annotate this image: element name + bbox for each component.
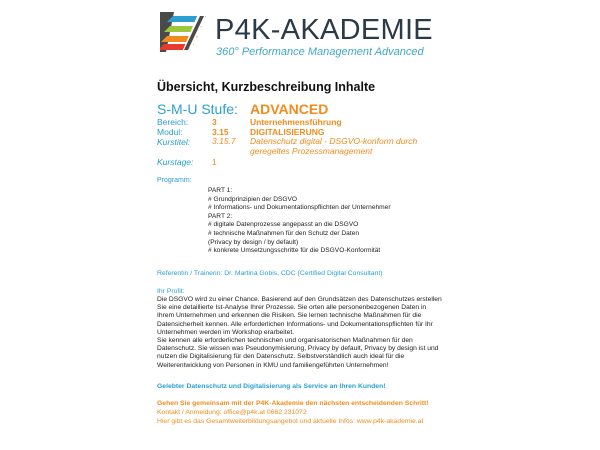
profit-text [157,296,443,370]
info-line[interactable]: Hier gibt es das Gesamtweiterbildungsangebot und aktuelle Infos: www.p4k-akademie.at [157,418,424,425]
profit-label: Ihr Profit: [157,288,185,295]
stufe-label: S-M-U Stufe: [157,101,238,117]
modul-number: 3.15 [212,127,229,137]
bereich-name: Unternehmensführung [250,117,342,127]
program-line: PART 1: [208,187,233,194]
bereich-number: 3 [212,117,217,127]
program-box [208,187,433,261]
kurstitel-label: Kurstitel: [157,137,191,147]
page-title: Übersicht, Kurzbeschreibung Inhalte [157,80,376,94]
brand-subtitle: 360° Performance Management Advanced [216,46,424,58]
contact-line[interactable]: Kontakt / Anmeldung: office@p4k.at 0662 231072 [157,409,307,416]
profit-paragraph: Sie kennen alle erforderlichen technischen und organisatorischen Maßnahmen für den Datenschutz. Sie wissen was Pseudonymisierung, Privacy by default, Privacy by design ist und nutzen die Digitalisierung für den Datenschutz. Selbstverständlich auch ideal für die Weiterentwicklung von Personen in KMU und familiengeführten Unternehmen! [157,337,439,369]
kurstage-value: 1 [212,157,217,167]
profit-paragraph: Die DSGVO wird zu einer Chance. Basierend auf den Grundsätzen des Datenschutzes erstellen Sie eine detaillierte Ist-Analyse Ihrer Prozesse. Sie orten alle personenbezogenen Daten in Ihrem Unternehmen und erkennen die Risiken. Sie lernen technische Maßnahmen für die Datensicherheit kennen. Alle erforderlichen Informations- und Dokumentationspflichten für Ihr Unternehmen werden im Workshop erarbeitet. [157,296,442,336]
kurstitel-name: Datenschutz digital - DSGVO-konform durch geregeltes Prozessmanagement [250,136,418,156]
kurstitel-number: 3.15.7 [212,136,236,146]
program-label: Programm: [157,177,192,184]
p4k-logo-icon [160,12,206,52]
cta-text: Gehen Sie gemeinsam mit der P4K-Akademie den nächsten entscheidenden Schritt! [157,400,429,407]
brand-title: P4K-AKADEMIE [215,14,433,46]
program-line: # digitale Datenprozesse angepasst an die DSGVO [208,221,359,229]
referent-line: Referentin / Trainerin: Dr. Martina Gobis, CDC (Certified Digital Consultant) [157,270,383,277]
program-line: # konkrete Umsetzungsschritte für die DSGVO-Konformität [208,247,381,255]
stufe-value: ADVANCED [250,101,329,117]
program-line: # technische Maßnahmen für den Schutz der Daten [208,229,360,237]
modul-label: Modul: [157,127,183,137]
bereich-label: Bereich: [157,117,189,127]
program-line: # Informations- und Dokumentationspflichten der Unternehmer [208,204,391,212]
program-line: # Grundprinzipien der DSGVO [208,195,298,203]
program-line: (Privacy by design / by default) [208,238,299,246]
program-line: PART 2: [208,212,233,220]
claim-text: Gelebter Datenschutz und Digitalisierung als Service an Ihren Kunden! [157,383,386,390]
kurstage-label: Kurstage: [157,157,194,167]
modul-name: DIGITALISIERUNG [250,127,325,137]
